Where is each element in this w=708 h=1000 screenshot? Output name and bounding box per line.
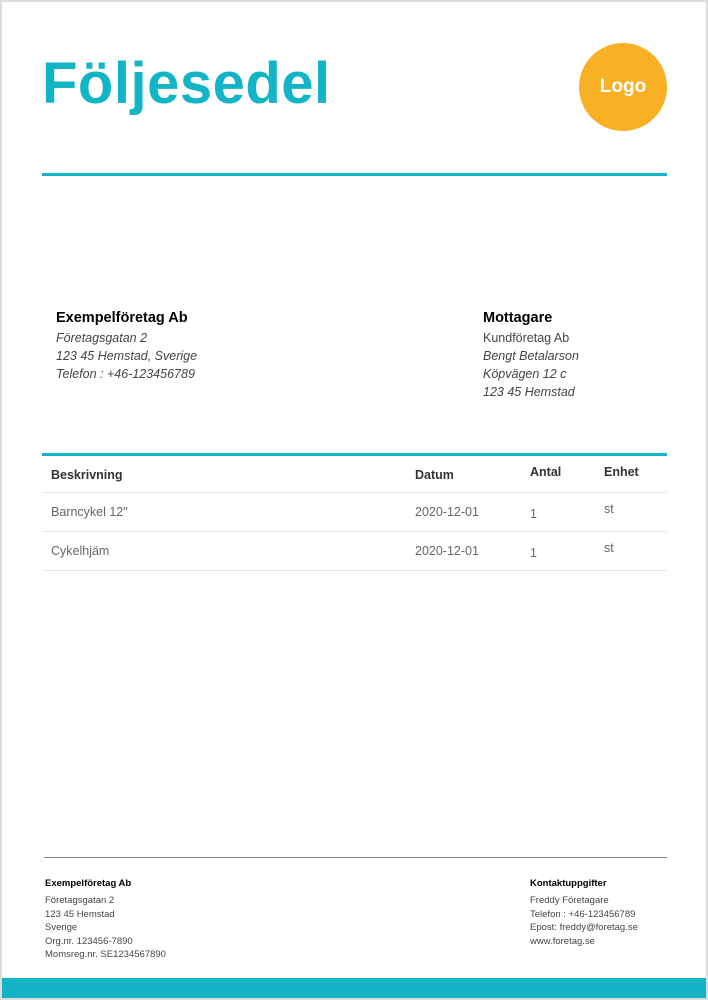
footer-divider <box>44 857 667 858</box>
recipient-street: Köpvägen 12 c <box>483 367 567 381</box>
row-date: 2020-12-01 <box>415 505 479 519</box>
header-unit: Enhet <box>604 465 639 479</box>
row-quantity: 1 <box>530 507 537 521</box>
footer-company-name: Exempelföretag Ab <box>45 878 132 889</box>
header-description: Beskrivning <box>51 468 123 482</box>
row-date: 2020-12-01 <box>415 544 479 558</box>
row-unit: st <box>604 502 614 516</box>
recipient-city: 123 45 Hemstad <box>483 385 575 399</box>
footer-contact-name: Freddy Företagare <box>530 895 609 906</box>
footer-vat-number: Momsreg.nr. SE1234567890 <box>45 949 166 961</box>
footer-contact-title: Kontaktuppgifter <box>530 878 607 889</box>
recipient-company: Kundföretag Ab <box>483 331 570 345</box>
footer-contact-email: Epost: freddy@foretag.se <box>530 922 638 934</box>
logo: Logo <box>579 43 667 131</box>
recipient-block <box>483 308 579 401</box>
recipient-heading: Mottagare <box>483 310 553 326</box>
sender-phone-line: Telefon : +46-123456789 <box>56 367 195 381</box>
footer-street: Företagsgatan 2 <box>45 895 115 906</box>
footer-country: Sverige <box>45 922 78 934</box>
header-quantity: Antal <box>530 465 562 479</box>
sender-address-line: Företagsgatan 2 <box>56 331 148 345</box>
footer-org-number: Org.nr. 123456-7890 <box>45 935 133 947</box>
row-description: Cykelhjäm <box>51 544 110 558</box>
sender-name: Exempelföretag Ab <box>56 310 188 326</box>
items-table <box>42 453 667 571</box>
sender-block <box>56 308 197 383</box>
row-unit: st <box>604 541 614 555</box>
footer-contact-website: www.foretag.se <box>530 935 595 947</box>
recipient-contact: Bengt Betalarson <box>483 349 579 363</box>
header-divider <box>42 173 667 176</box>
footer-accent-bar <box>2 978 706 998</box>
footer-company-block <box>45 877 166 962</box>
row-quantity: 1 <box>530 546 537 560</box>
footer-contact-block <box>530 877 638 948</box>
document-title: Följesedel <box>42 51 331 116</box>
table-row <box>42 532 667 571</box>
footer-city: 123 45 Hemstad <box>45 908 115 920</box>
sender-city-line: 123 45 Hemstad, Sverige <box>56 349 198 363</box>
table-row <box>42 493 667 532</box>
header-date: Datum <box>415 468 454 482</box>
row-description: Barncykel 12" <box>51 505 128 519</box>
table-header-row <box>42 456 667 493</box>
footer-contact-phone: Telefon : +46-123456789 <box>530 908 636 920</box>
